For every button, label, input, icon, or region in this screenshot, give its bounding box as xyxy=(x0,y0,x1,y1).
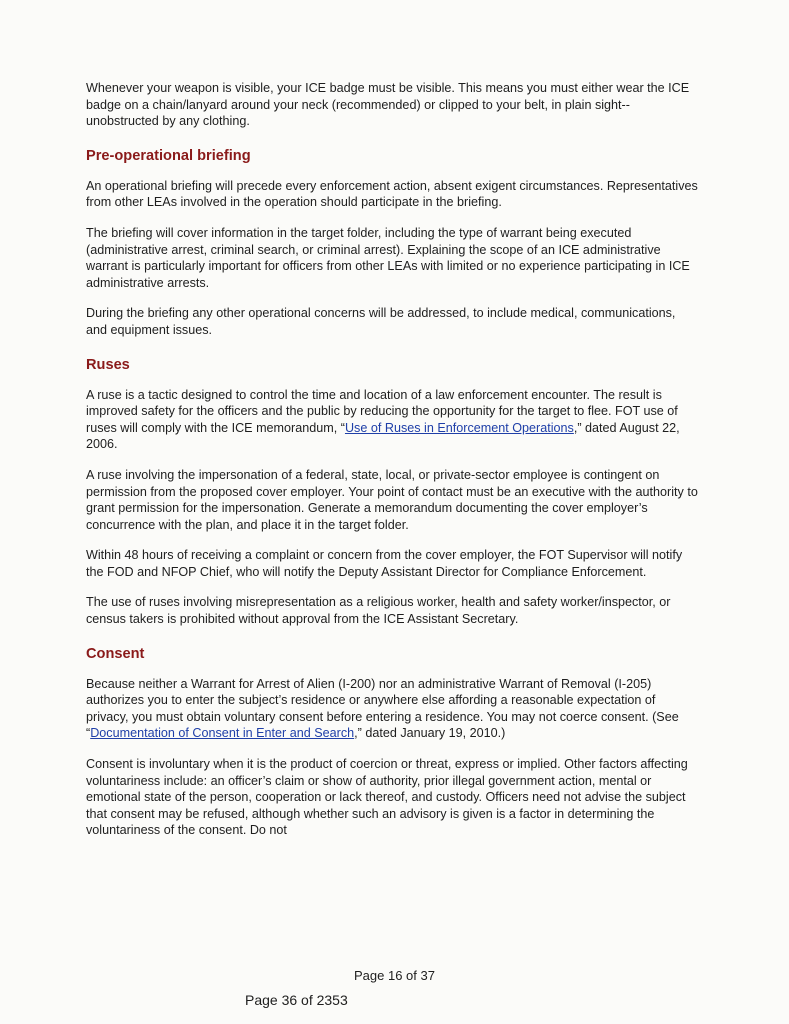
consent-paragraph-1 xyxy=(86,676,698,742)
page-number xyxy=(0,968,789,983)
ruses-paragraph-1 xyxy=(86,387,698,453)
section-heading-ruses: Ruses xyxy=(86,356,130,373)
briefing-paragraph-2: The briefing will cover information in the target folder, including the type of warrant being executed (administrative arrest, criminal search, or criminal arrest). Explaining the scope of an ICE administrative warrant is particularly important for officers from other LEAs with limited or no experience participating in ICE administrative arrests. xyxy=(86,225,690,290)
bates-number: Page 36 of 2353 xyxy=(245,992,348,1008)
document-body xyxy=(86,80,698,839)
ruses-paragraph-1-date: ,” dated August 22, 2006. xyxy=(86,420,680,452)
consent-paragraph-1-text: Because neither a Warrant for Arrest of Alien (I-200) nor an administrative Warrant of Removal (I-205) authorizes you to enter the subject’s residence or anywhere else affording a reasonable expectation of privacy, you must obtain voluntary consent before entering a residence. You may not coerce consent. (See “ xyxy=(86,676,679,741)
consent-memo-link[interactable]: Documentation of Consent in Enter and Search xyxy=(90,726,355,741)
ruses-paragraph-2: A ruse involving the impersonation of a federal, state, local, or private-sector employee is contingent on permission from the proposed cover employer. Your point of contact must be an executive with the authority to grant permission for the impersonation. Generate a memorandum documenting the cover employer’s concurrence with the plan, and place it in the target folder. xyxy=(86,467,698,532)
briefing-paragraph-3: During the briefing any other operational concerns will be addressed, to include medical, communications, and equipment issues. xyxy=(86,306,676,337)
consent-paragraph-1-date: ,” dated January 19, 2010.) xyxy=(354,726,506,741)
ruses-paragraph-1-text: A ruse is a tactic designed to control the time and location of a law enforcement encounter. The result is improved safety for the officers and the public by reducing the opportunity for the target to flee. FOT use of ruses will comply with the ICE memorandum, “ xyxy=(86,387,678,435)
badge-paragraph: Whenever your weapon is visible, your ICE badge must be visible. This means you must either wear the ICE badge on a chain/lanyard around your neck (recommended) or clipped to your belt, in plain sight--unobstructed by any clothing. xyxy=(86,81,690,129)
consent-paragraph-2: Consent is involuntary when it is the product of coercion or threat, express or implied. Other factors affecting voluntariness include: an officer’s claim or show of authority, prior illegal government action, mental or emotional state of the person, cooperation or lack thereof, and custody. Officers need not advise the subject that consent may be refused, although whether such an advisory is given is a factor in determining the voluntariness of the consent. Do not xyxy=(86,757,688,838)
ruses-memo-link[interactable]: Use of Ruses in Enforcement Operations xyxy=(344,420,574,435)
section-heading-consent: Consent xyxy=(86,645,145,662)
page-number-label: Page 16 of 37 xyxy=(354,968,435,983)
briefing-paragraph-1: An operational briefing will precede every enforcement action, absent exigent circumstances. Representatives from other LEAs involved in the operation should participate in the briefing. xyxy=(86,178,698,210)
ruses-paragraph-3: Within 48 hours of receiving a complaint or concern from the cover employer, the FOT Supervisor will notify the FOD and NFOP Chief, who will notify the Deputy Assistant Director for Compliance Enforcement. xyxy=(86,548,683,579)
ruses-paragraph-4: The use of ruses involving misrepresentation as a religious worker, health and safety worker/inspector, or census takers is prohibited without approval from the ICE Assistant Secretary. xyxy=(86,595,671,627)
section-heading-briefing: Pre-operational briefing xyxy=(86,147,251,164)
